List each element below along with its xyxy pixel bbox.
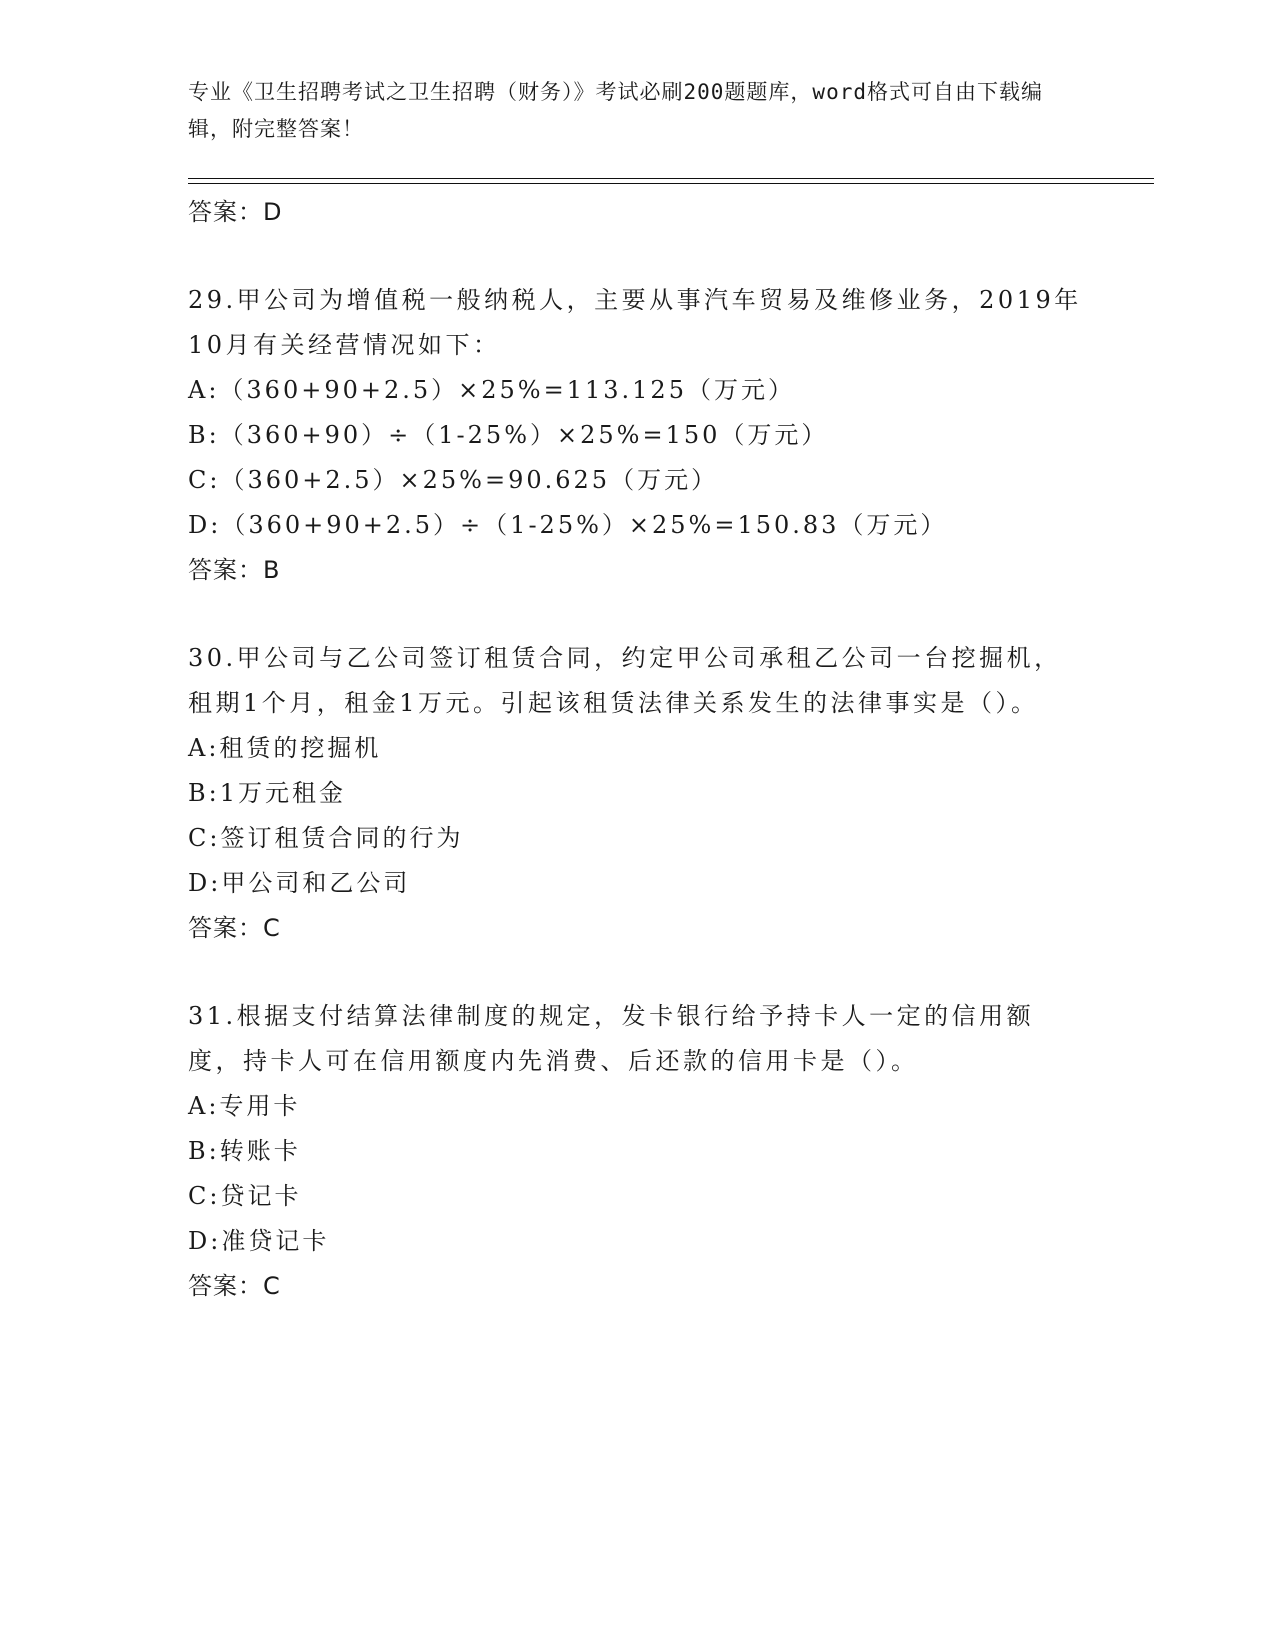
question-text: 30.甲公司与乙公司签订租赁合同，约定甲公司承租乙公司一台挖掘机，租期1个月，租金1万元。引起该租赁法律关系发生的法律事实是（）。 — [188, 644, 1062, 717]
question-31 — [188, 994, 1088, 1308]
question-30 — [188, 636, 1088, 950]
option-d: D:（360+90+2.5）÷（1-25%）×25%=150.83（万元） — [188, 511, 948, 539]
option-b: B:（360+90）÷（1-25%）×25%=150（万元） — [188, 421, 829, 449]
answer: 答案：B — [188, 556, 281, 584]
option-a: A:专用卡 — [188, 1092, 301, 1120]
question-text: 31.根据支付结算法律制度的规定，发卡银行给予持卡人一定的信用额度，持卡人可在信用额度内先消费、后还款的信用卡是（）。 — [188, 1002, 1035, 1075]
option-b: B:转账卡 — [188, 1137, 301, 1165]
option-c: C:签订租赁合同的行为 — [188, 824, 464, 852]
option-b: B:1万元租金 — [188, 779, 346, 807]
option-c: C:（360+2.5）×25%=90.625（万元） — [188, 466, 719, 494]
option-a: A:租赁的挖掘机 — [188, 734, 382, 762]
answer: 答案：C — [188, 914, 281, 942]
option-a: A:（360+90+2.5）×25%=113.125（万元） — [188, 376, 795, 404]
option-d: D:准贷记卡 — [188, 1227, 330, 1255]
option-d: D:甲公司和乙公司 — [188, 869, 411, 897]
question-29 — [188, 278, 1088, 592]
option-c: C:贷记卡 — [188, 1182, 302, 1210]
document-header: 专业《卫生招聘考试之卫生招聘（财务）》考试必刷200题题库，word格式可自由下载编辑，附完整答案！ — [188, 80, 1043, 141]
page-content — [188, 190, 1088, 1352]
previous-answer: 答案：D — [188, 198, 283, 226]
question-text: 29.甲公司为增值税一般纳税人，主要从事汽车贸易及维修业务，2019年10月有关经营情况如下： — [188, 286, 1082, 359]
header-divider — [188, 178, 1154, 179]
answer: 答案：C — [188, 1272, 281, 1300]
header-divider-second — [188, 183, 1154, 184]
